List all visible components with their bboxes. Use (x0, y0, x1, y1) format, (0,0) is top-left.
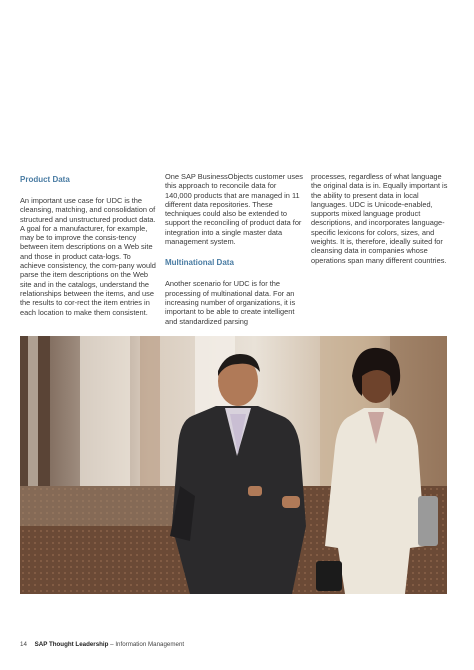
paragraph-multinational-continued: processes, regardless of what language the original data is in. Equally important is the ability to present data in local languages. UDC is Unicode-enabled, supports mixed language product descriptions, and incorporates language-specific lexicons for colors, sizes, and weights. It is, therefore, ideally suited for cleansing data in companies whose operations span many different countries. (311, 172, 448, 265)
heading-multinational-data: Multinational Data (165, 258, 234, 268)
footer-section: – Information Management (110, 641, 185, 648)
paragraph-product-data: An important use case for UDC is the cleansing, matching, and consolidation of structured and unstructured product data. A goal for a manufacturer, for example, may be to improve the consis-tency between item descriptions on a Web site and those in product cata-logs. To achieve consistency, the com-pany would parse the item descriptions on the Web site and in the catalogs, understand the relationships between the items, and use the results to cor-rect the item entries in each location to make them consistent. (20, 196, 156, 317)
column-3 (311, 172, 449, 265)
column-2 (165, 172, 303, 326)
page-footer (20, 641, 184, 648)
heading-product-data: Product Data (20, 175, 70, 184)
paragraph-multinational: Another scenario for UDC is for the processing of multinational data. For an increasing number of organizations, it is important to be able to create intelligent and standardized parsing (165, 279, 296, 326)
paragraph-customer-example: One SAP BusinessObjects customer uses this approach to reconcile data for 140,000 products that are managed in 11 different data repositories. These techniques could also be extended to support the reconciling of product data for integration into a single master data management system. (165, 172, 303, 247)
column-1 (20, 172, 158, 317)
footer-brand: SAP Thought Leadership (34, 641, 109, 648)
business-people-photo (20, 336, 447, 594)
page-number: 14 (20, 641, 27, 648)
